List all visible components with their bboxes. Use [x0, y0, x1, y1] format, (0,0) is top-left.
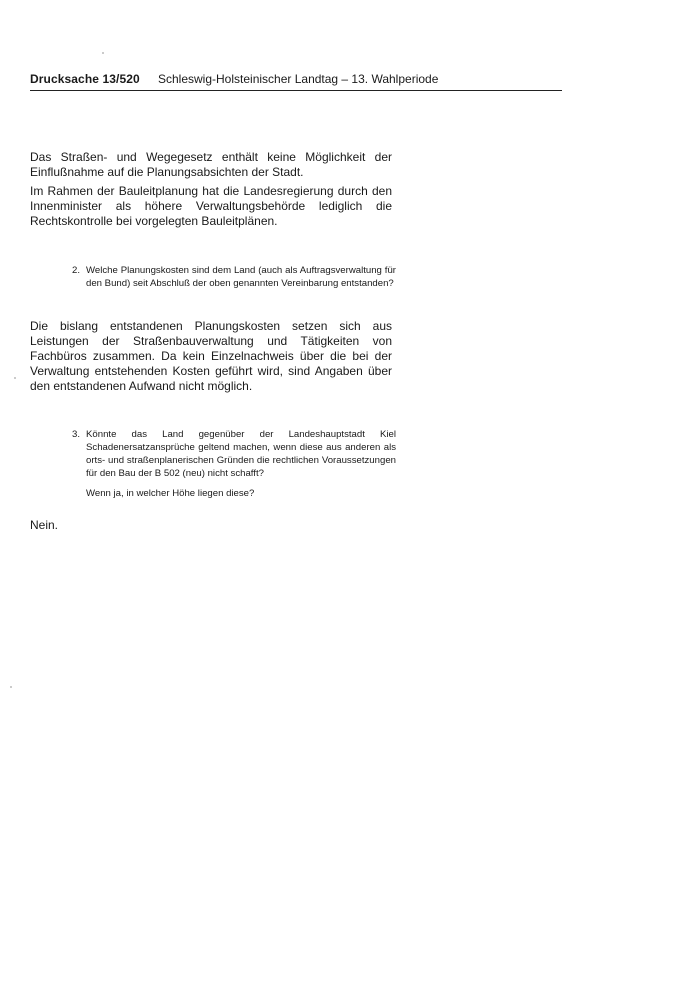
scan-speck: [14, 377, 16, 379]
question-2: [72, 264, 396, 290]
scan-speck: [102, 52, 104, 54]
question-number: 2.: [72, 265, 81, 276]
question-text: Welche Planungskosten sind dem Land (auch als Auftragsverwaltung für den Bund) seit Abschluß der oben genannten Vereinbarung entstanden?: [86, 265, 396, 289]
question-3-subquestion: Wenn ja, in welcher Höhe liegen diese?: [86, 488, 255, 499]
scan-speck: [10, 686, 12, 688]
answer-paragraph-2: Im Rahmen der Bauleitplanung hat die Landesregierung durch den Innenminister als höhere Verwaltungsbehörde lediglich die Rechtskontrolle bei vorgelegten Bauleitplänen.: [30, 184, 392, 228]
question-3: [72, 428, 396, 480]
document-header-title: Schleswig-Holsteinischer Landtag – 13. Wahlperiode: [158, 72, 439, 86]
question-text: Könnte das Land gegenüber der Landeshauptstadt Kiel Schadenersatzansprüche geltend machen, wenn diese aus anderen als orts- und straßenplanerischen Gründen die rechtlichen Voraussetzungen für den Bau der B 502 (neu) nicht schafft?: [86, 429, 396, 479]
answer-paragraph-3: Die bislang entstandenen Planungskosten setzen sich aus Leistungen der Straßenbauverwaltung und Tätigkeiten von Fachbüros zusammen. Da kein Einzelnachweis über die bei der Verwaltung entstehenden Kosten geführt wird, sind Angaben über den entstandenen Aufwand nicht möglich.: [30, 319, 392, 393]
question-number: 3.: [72, 429, 81, 440]
answer-paragraph-1: Das Straßen- und Wegegesetz enthält keine Möglichkeit der Einflußnahme auf die Planungsabsichten der Stadt.: [30, 150, 392, 179]
page-header: [30, 72, 562, 91]
document-number: Drucksache 13/520: [30, 72, 140, 86]
answer-paragraph-4: Nein.: [30, 518, 59, 532]
